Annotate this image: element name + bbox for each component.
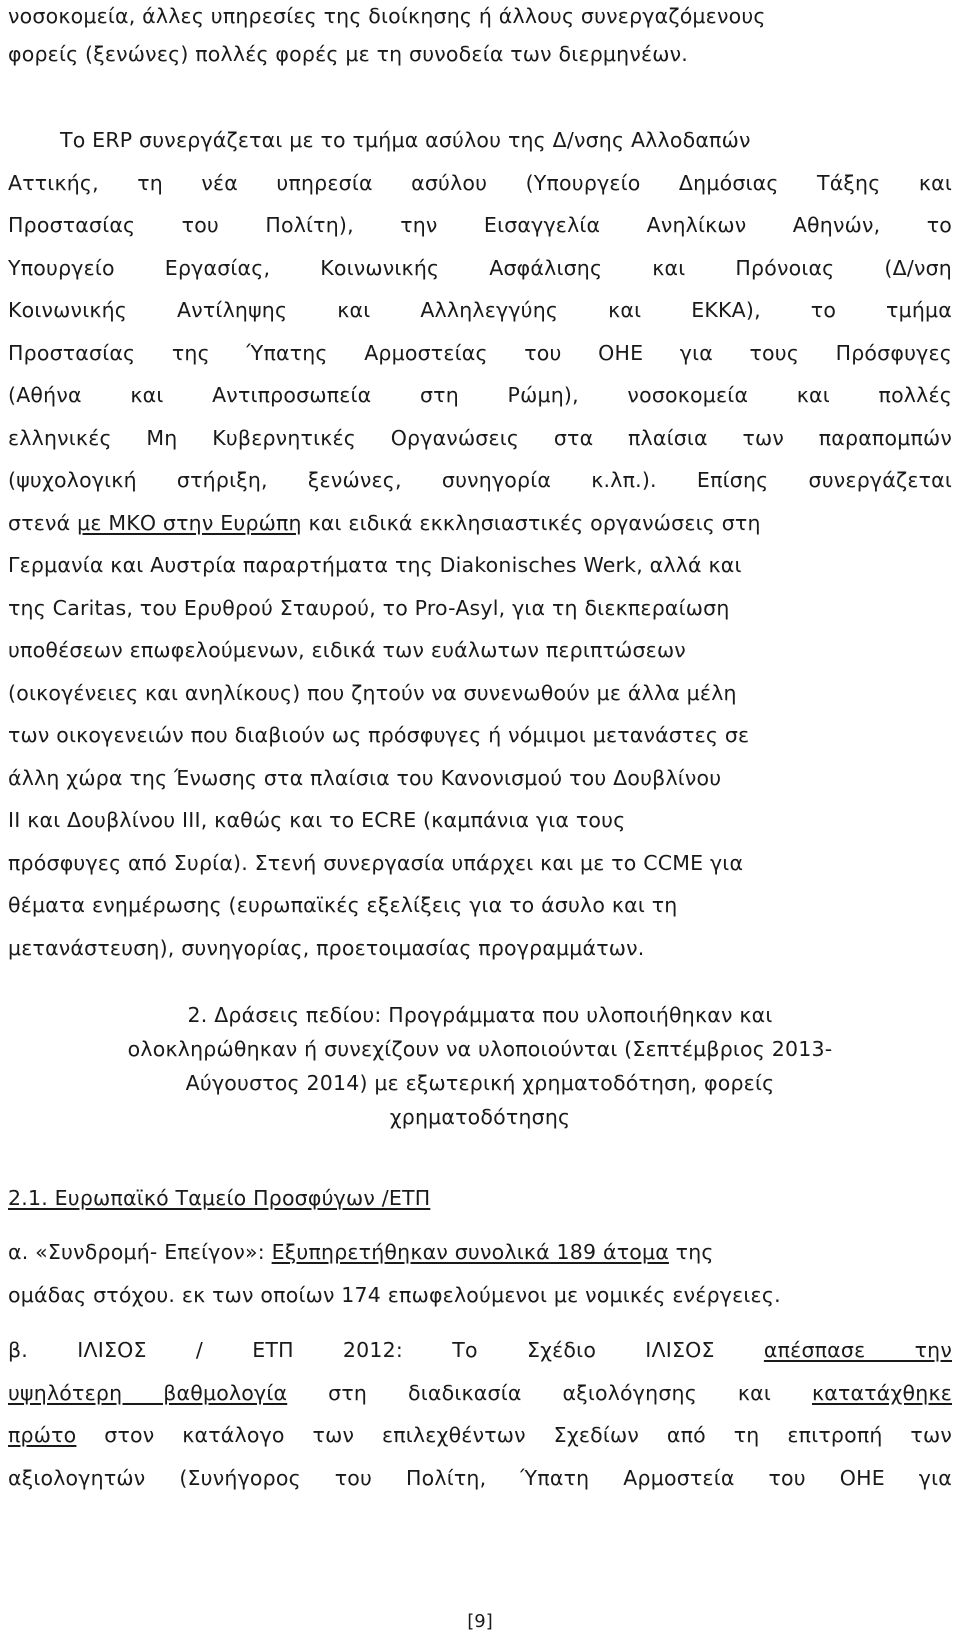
text-line xyxy=(8,1379,952,1407)
text-line: ΙΙ και Δουβλίνου ΙΙΙ, καθώς και το ECRE (καμπάνια για τους xyxy=(8,808,626,832)
text-line: της Caritas, του Ερυθρού Σταυρού, το Pro-Asyl, για τη διεκπεραίωση xyxy=(8,596,730,620)
text-run: β. ΙΛΙΣΟΣ / ΕΤΠ 2012: Το Σχέδιο ΙΛΙΣΟΣ xyxy=(8,1338,764,1362)
text-run: στη διαδικασία αξιολόγησης και xyxy=(287,1381,812,1405)
text-run: στον κατάλογο των επιλεχθέντων Σχεδίων από τη επιτροπή των xyxy=(76,1423,952,1447)
text-run: στενά xyxy=(8,511,78,535)
section-heading: 2. Δράσεις πεδίου: Προγράμματα που υλοποιήθηκαν και xyxy=(187,1003,773,1027)
text-run: της xyxy=(668,1240,714,1264)
underlined-text: πρώτο xyxy=(8,1423,77,1447)
text-line: θέματα ενημέρωσης (ευρωπαϊκές εξελίξεις για το άσυλο και τη xyxy=(8,893,678,917)
underlined-text: με ΜΚΟ στην Ευρώπη xyxy=(77,511,302,535)
text-line: Αττικής, τη νέα υπηρεσία ασύλου (Υπουργείο Δημόσιας Τάξης και xyxy=(8,171,952,195)
text-line: φορείς (ξενώνες) πολλές φορές με τη συνοδεία των διερμηνέων. xyxy=(8,42,689,66)
text-line: νοσοκομεία, άλλες υπηρεσίες της διοίκησης ή άλλους συνεργαζόμενους xyxy=(8,4,766,28)
text-line: (Αθήνα και Αντιπροσωπεία στη Ρώμη), νοσοκομεία και πολλές xyxy=(8,383,952,407)
text-line: ομάδας στόχου. εκ των οποίων 174 επωφελούμενοι με νομικές ενέργειες. xyxy=(8,1283,781,1307)
underlined-text: υψηλότερη βαθμολογία xyxy=(8,1381,288,1405)
text-line: ελληνικές Μη Κυβερνητικές Οργανώσεις στα πλαίσια των παραπομπών xyxy=(8,426,952,450)
text-line xyxy=(8,1421,952,1449)
text-line: άλλη χώρα της Ένωσης στα πλαίσια του Κανονισμού του Δουβλίνου xyxy=(8,766,722,790)
text-line xyxy=(8,509,761,537)
underlined-text: Εξυπηρετήθηκαν συνολικά 189 άτομα xyxy=(271,1240,669,1264)
text-line: Υπουργείο Εργασίας, Κοινωνικής Ασφάλισης και Πρόνοιας (Δ/νση xyxy=(8,256,952,280)
text-line xyxy=(8,1336,952,1364)
section-heading: Αύγουστος 2014) με εξωτερική χρηματοδότηση, φορείς xyxy=(185,1071,775,1095)
subsection-heading: 2.1. Ευρωπαϊκό Ταμείο Προσφύγων /ΕΤΠ xyxy=(8,1186,431,1210)
text-run: και ειδικά εκκλησιαστικές οργανώσεις στη xyxy=(301,511,761,535)
text-line: των οικογενειών που διαβιούν ως πρόσφυγες ή νόμιμοι μετανάστες σε xyxy=(8,723,750,747)
text-line: μετανάστευση), συνηγορίας, προετοιμασίας προγραμμάτων. xyxy=(8,936,645,960)
section-heading: χρηματοδότησης xyxy=(389,1105,571,1129)
text-line: Το ERP συνεργάζεται με το τμήμα ασύλου της Δ/νσης Αλλοδαπών xyxy=(60,128,751,152)
text-line: αξιολογητών (Συνήγορος του Πολίτη, Ύπατη Αρμοστεία του ΟΗΕ για xyxy=(8,1466,952,1490)
text-line: Κοινωνικής Αντίληψης και Αλληλεγγύης και ΕΚΚΑ), το τμήμα xyxy=(8,298,952,322)
page-number: [9] xyxy=(467,1611,493,1632)
text-line: Προστασίας του Πολίτη), την Εισαγγελία Ανηλίκων Αθηνών, το xyxy=(8,213,952,237)
underlined-text: κατατάχθηκε xyxy=(811,1381,953,1405)
text-line: Γερμανία και Αυστρία παραρτήματα της Diakonisches Werk, αλλά και xyxy=(8,553,742,577)
text-line: (ψυχολογική στήριξη, ξενώνες, συνηγορία κ.λπ.). Επίσης συνεργάζεται xyxy=(8,468,952,492)
text-line: Προστασίας της Ύπατης Αρμοστείας του ΟΗΕ για τους Πρόσφυγες xyxy=(8,341,952,365)
text-line: πρόσφυγες από Συρία). Στενή συνεργασία υπάρχει και με το CCME για xyxy=(8,851,744,875)
underlined-text: απέσπασε την xyxy=(763,1338,952,1362)
text-line: (οικογένειες και ανηλίκους) που ζητούν να συνενωθούν με άλλα μέλη xyxy=(8,681,737,705)
text-line xyxy=(8,1238,714,1266)
text-line: υποθέσεων επωφελούμενων, ειδικά των ευάλωτων περιπτώσεων xyxy=(8,638,686,662)
section-heading: ολοκληρώθηκαν ή συνεχίζουν να υλοποιούνται (Σεπτέμβριος 2013- xyxy=(127,1037,833,1061)
text-run: α. «Συνδρομή- Επείγον»: xyxy=(8,1240,272,1264)
